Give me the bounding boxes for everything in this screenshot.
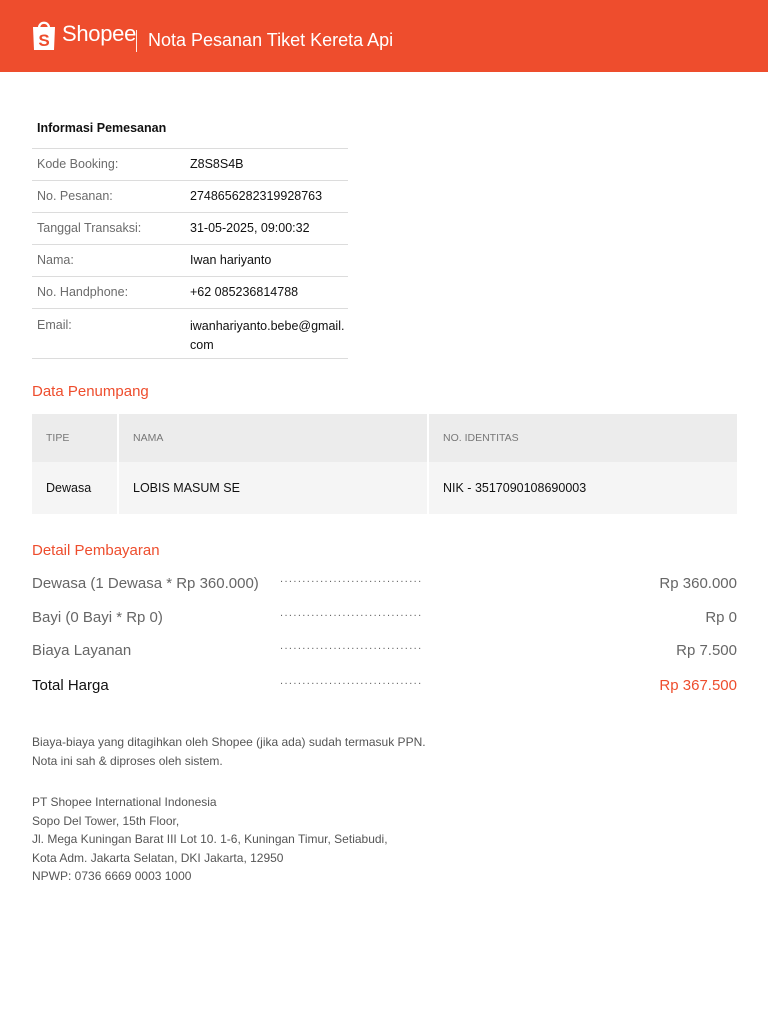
column-header-name: NAMA xyxy=(118,414,428,462)
payment-section-title: Detail Pembayaran xyxy=(32,542,160,559)
customer-name-value: Iwan hariyanto xyxy=(190,245,348,277)
transaction-date-row xyxy=(32,213,348,245)
booking-info-heading: Informasi Pemesanan xyxy=(37,121,167,135)
address-line: Sopo Del Tower, 15th Floor, xyxy=(32,813,180,828)
header-divider xyxy=(136,30,137,52)
header-bar xyxy=(0,0,768,72)
page-title: Nota Pesanan Tiket Kereta Api xyxy=(148,30,394,50)
email-line-1: iwanhariyanto.bebe@gmail. xyxy=(190,319,345,333)
phone-row xyxy=(32,277,348,309)
column-header-type: TIPE xyxy=(32,414,118,462)
validity-note-line: Nota ini sah & diproses oleh sistem. xyxy=(32,753,223,768)
booking-code-value: Z8S8S4B xyxy=(190,149,348,181)
booking-info-table xyxy=(32,148,348,359)
info-label: Tanggal Transaksi: xyxy=(32,213,190,245)
name-row xyxy=(32,245,348,277)
tax-id: NPWP: 0736 6669 0003 1000 xyxy=(32,869,192,883)
info-label: Email: xyxy=(32,309,190,359)
booking-code-row xyxy=(32,149,348,181)
phone-value: +62 085236814788 xyxy=(190,277,348,309)
email-value xyxy=(190,309,348,359)
passengers-section-title: Data Penumpang xyxy=(32,383,149,400)
info-label: Kode Booking: xyxy=(32,149,190,181)
shopping-bag-icon xyxy=(32,17,56,51)
column-header-identity: NO. IDENTITAS xyxy=(428,414,737,462)
passenger-table-header xyxy=(32,414,737,462)
total-label: Total Harga xyxy=(32,677,109,694)
company-name: PT Shopee International Indonesia xyxy=(32,795,217,809)
payment-label: Biaya Layanan xyxy=(32,642,132,659)
email-line-2: com xyxy=(190,338,214,352)
company-address xyxy=(32,793,388,886)
passenger-table xyxy=(32,414,737,514)
payment-amount: Rp 7.500 xyxy=(676,642,737,659)
tax-note xyxy=(32,733,426,770)
table-row xyxy=(32,462,737,514)
address-line: Kota Adm. Jakarta Selatan, DKI Jakarta, 12950 xyxy=(32,850,284,865)
passenger-name-cell: LOBIS MASUM SE xyxy=(118,462,428,514)
shopee-logo[interactable] xyxy=(32,17,136,51)
email-row xyxy=(32,309,348,359)
dotted-leader: ................................ xyxy=(280,607,423,619)
payment-row-total xyxy=(32,677,737,699)
tax-note-line: Biaya-biaya yang ditagihkan oleh Shopee (jika ada) sudah termasuk PPN. xyxy=(32,735,426,749)
transaction-date-value: 31-05-2025, 09:00:32 xyxy=(190,213,348,245)
payment-row-service-fee xyxy=(32,642,737,664)
order-number-value: 2748656282319928763 xyxy=(190,181,348,213)
dotted-leader: ................................ xyxy=(280,573,423,585)
brand-name: Shopee xyxy=(62,21,137,46)
dotted-leader: ................................ xyxy=(280,640,423,652)
total-amount: Rp 367.500 xyxy=(659,677,737,694)
payment-row-infant xyxy=(32,609,737,631)
passenger-type-cell: Dewasa xyxy=(32,462,118,514)
svg-text:S: S xyxy=(38,31,50,50)
payment-label: Dewasa (1 Dewasa * Rp 360.000) xyxy=(32,575,259,592)
payment-row-adult xyxy=(32,575,737,597)
payment-amount: Rp 0 xyxy=(705,609,737,626)
payment-label: Bayi (0 Bayi * Rp 0) xyxy=(32,609,163,626)
info-label: No. Pesanan: xyxy=(32,181,190,213)
dotted-leader: ................................ xyxy=(280,675,423,687)
payment-amount: Rp 360.000 xyxy=(659,575,737,592)
address-line: Jl. Mega Kuningan Barat III Lot 10. 1-6, Kuningan Timur, Setiabudi, xyxy=(32,832,388,846)
info-label: No. Handphone: xyxy=(32,277,190,309)
passenger-identity-cell: NIK - 3517090108690003 xyxy=(428,462,737,514)
order-number-row xyxy=(32,181,348,213)
info-label: Nama: xyxy=(32,245,190,277)
